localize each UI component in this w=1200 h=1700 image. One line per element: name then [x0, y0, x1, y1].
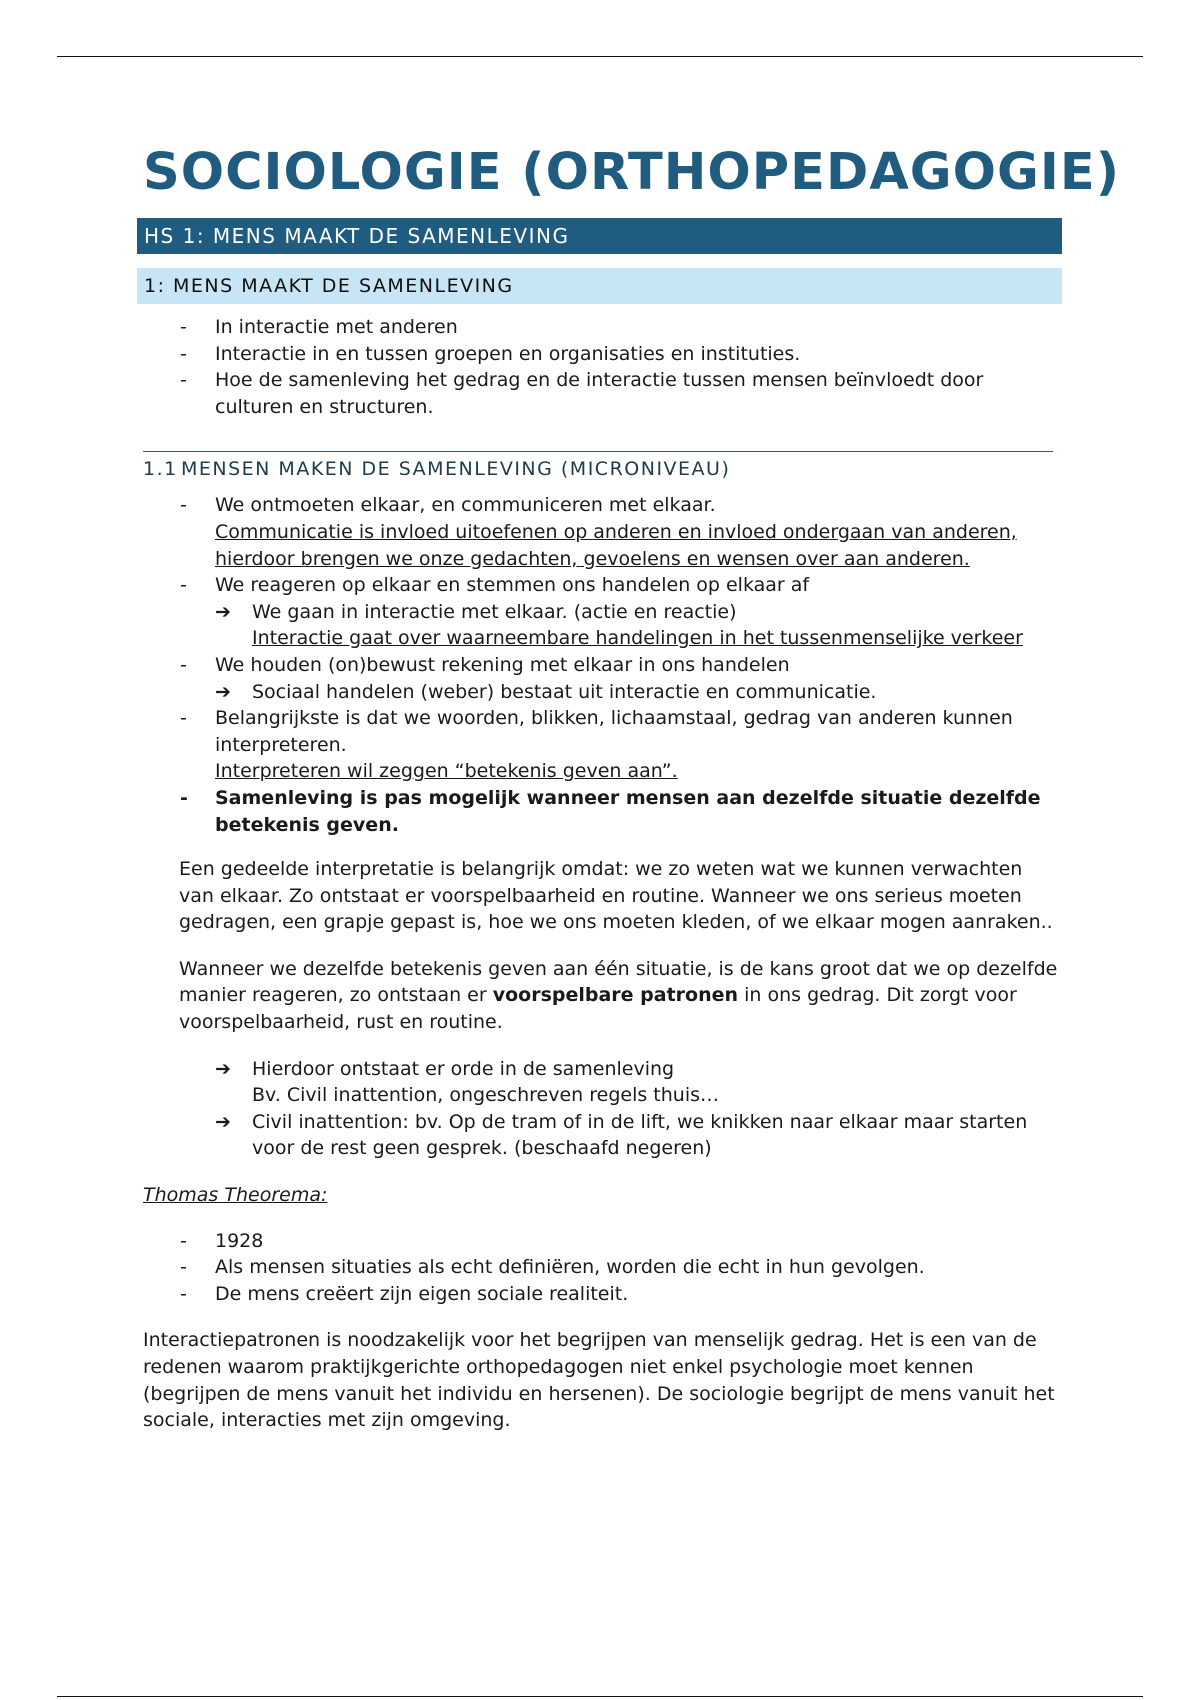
paragraph-closing: Interactiepatronen is noodzakelijk voor het begrijpen van menselijk gedrag. Het is een van de redenen waarom praktijkgerichte orthopedagogen niet enkel psychologie moet kennen (begrijpen de mens vanuit het individu en hersenen). De sociologie begrijpt de mens vanuit het sociale, interacties met zijn omgeving. [143, 1329, 1055, 1432]
thomas-list [143, 1228, 1063, 1308]
list-item [215, 572, 1063, 652]
list-item [215, 705, 1063, 785]
list-item: - In interactie met anderen [215, 314, 1063, 341]
arrow-item [215, 679, 1063, 706]
list-item: - Hoe de samenleving het gedrag en de interactie tussen mensen beïnvloedt door culturen en structuren. [215, 367, 1063, 420]
arrow-text: Sociaal handelen (weber) bestaat uit interactie en communicatie. [252, 680, 877, 703]
subsection-heading [143, 451, 1053, 482]
list-item-key-statement: - Samenleving is pas mogelijk wanneer mensen aan dezelfde situatie dezelfde betekenis geven. [215, 785, 1063, 838]
arrow-item [215, 1056, 1063, 1109]
micro-list [143, 492, 1063, 838]
top-rule [57, 56, 1143, 57]
arrow-icon: ➔ [215, 600, 231, 623]
arrow-icon: ➔ [215, 680, 231, 703]
arrow-list [143, 1056, 1063, 1162]
arrow-text: Hierdoor ontstaat er orde in de samenleving [252, 1057, 675, 1080]
bottom-rule [57, 1696, 1143, 1697]
subsection-title: MENSEN MAKEN DE SAMENLEVING (MICRONIVEAU) [181, 458, 731, 481]
item-text: - We reageren op elkaar en stemmen ons handelen op elkaar af [215, 574, 810, 597]
emphasis-text: voorspelbare patronen [492, 984, 739, 1007]
arrow-text: Civil inattention: bv. Op de tram of in de lift, we knikken naar elkaar maar starten voor de rest geen gesprek. (beschaafd negeren) [252, 1110, 1028, 1160]
text-span: in ons gedrag. Dit zorgt voor voorspelbaarheid, rust en routine. [179, 984, 1017, 1034]
arrow-item [215, 1109, 1063, 1162]
definition-interactie: Interactie gaat over waarneembare handelingen in het tussenmenselijke verkeer [252, 627, 1023, 650]
list-item [215, 492, 1063, 572]
thomas-heading: Thomas Theorema: [143, 1184, 328, 1207]
definition-communicatie: Communicatie is invloed uitoefenen op anderen en invloed ondergaan van anderen, hierdoor brengen we onze gedachten, gevoelens en wensen over aan anderen. [215, 520, 1017, 570]
list-item [215, 652, 1063, 705]
arrow-icon: ➔ [215, 1057, 231, 1080]
item-text: - We ontmoeten elkaar, en communiceren met elkaar. [215, 494, 716, 517]
list-item: - Als mensen situaties als echt definiëren, worden die echt in hun gevolgen. [215, 1254, 1063, 1281]
arrow-icon: ➔ [215, 1110, 231, 1133]
document-title: SOCIOLOGIE (ORTHOPEDAGOGIE) [143, 143, 1120, 202]
arrow-text: We gaan in interactie met elkaar. (actie en reactie) [252, 600, 737, 623]
subsection-number: 1.1 [143, 458, 178, 481]
intro-list [143, 314, 1063, 420]
definition-interpreteren: Interpreteren wil zeggen “betekenis geven aan”. [215, 760, 678, 783]
list-item: - De mens creëert zijn eigen sociale realiteit. [215, 1281, 1063, 1308]
paragraph-shared-interpretation: Een gedeelde interpretatie is belangrijk omdat: we zo weten wat we kunnen verwachten van elkaar. Zo ontstaat er voorspelbaarheid en routine. Wanneer we ons serieus moeten gedragen, een grapje gepast is, hoe we ons moeten kleden, of we elkaar mogen aanraken.. [179, 858, 1053, 934]
paragraph-predictable-patterns [143, 956, 1063, 1036]
text-span: Wanneer we dezelfde betekenis geven aan één situatie, is de kans groot dat we op dezelfde manier reageren, zo ontstaan er [179, 957, 1058, 1007]
heading-section: 1: MENS MAAKT DE SAMENLEVING [137, 268, 1062, 304]
item-text: - We houden (on)bewust rekening met elkaar in ons handelen [215, 653, 790, 676]
document-body [143, 138, 1120, 1434]
item-text: - Belangrijkste is dat we woorden, blikken, lichaamstaal, gedrag van anderen kunnen interpreteren. [215, 707, 1013, 756]
arrow-subtext: Bv. Civil inattention, ongeschreven regels thuis… [252, 1084, 720, 1107]
list-item: - Interactie in en tussen groepen en organisaties en instituties. [215, 341, 1063, 368]
arrow-item [215, 599, 1063, 652]
list-item: - 1928 [215, 1228, 1063, 1255]
heading-chapter: HS 1: MENS MAAKT DE SAMENLEVING [137, 218, 1062, 254]
